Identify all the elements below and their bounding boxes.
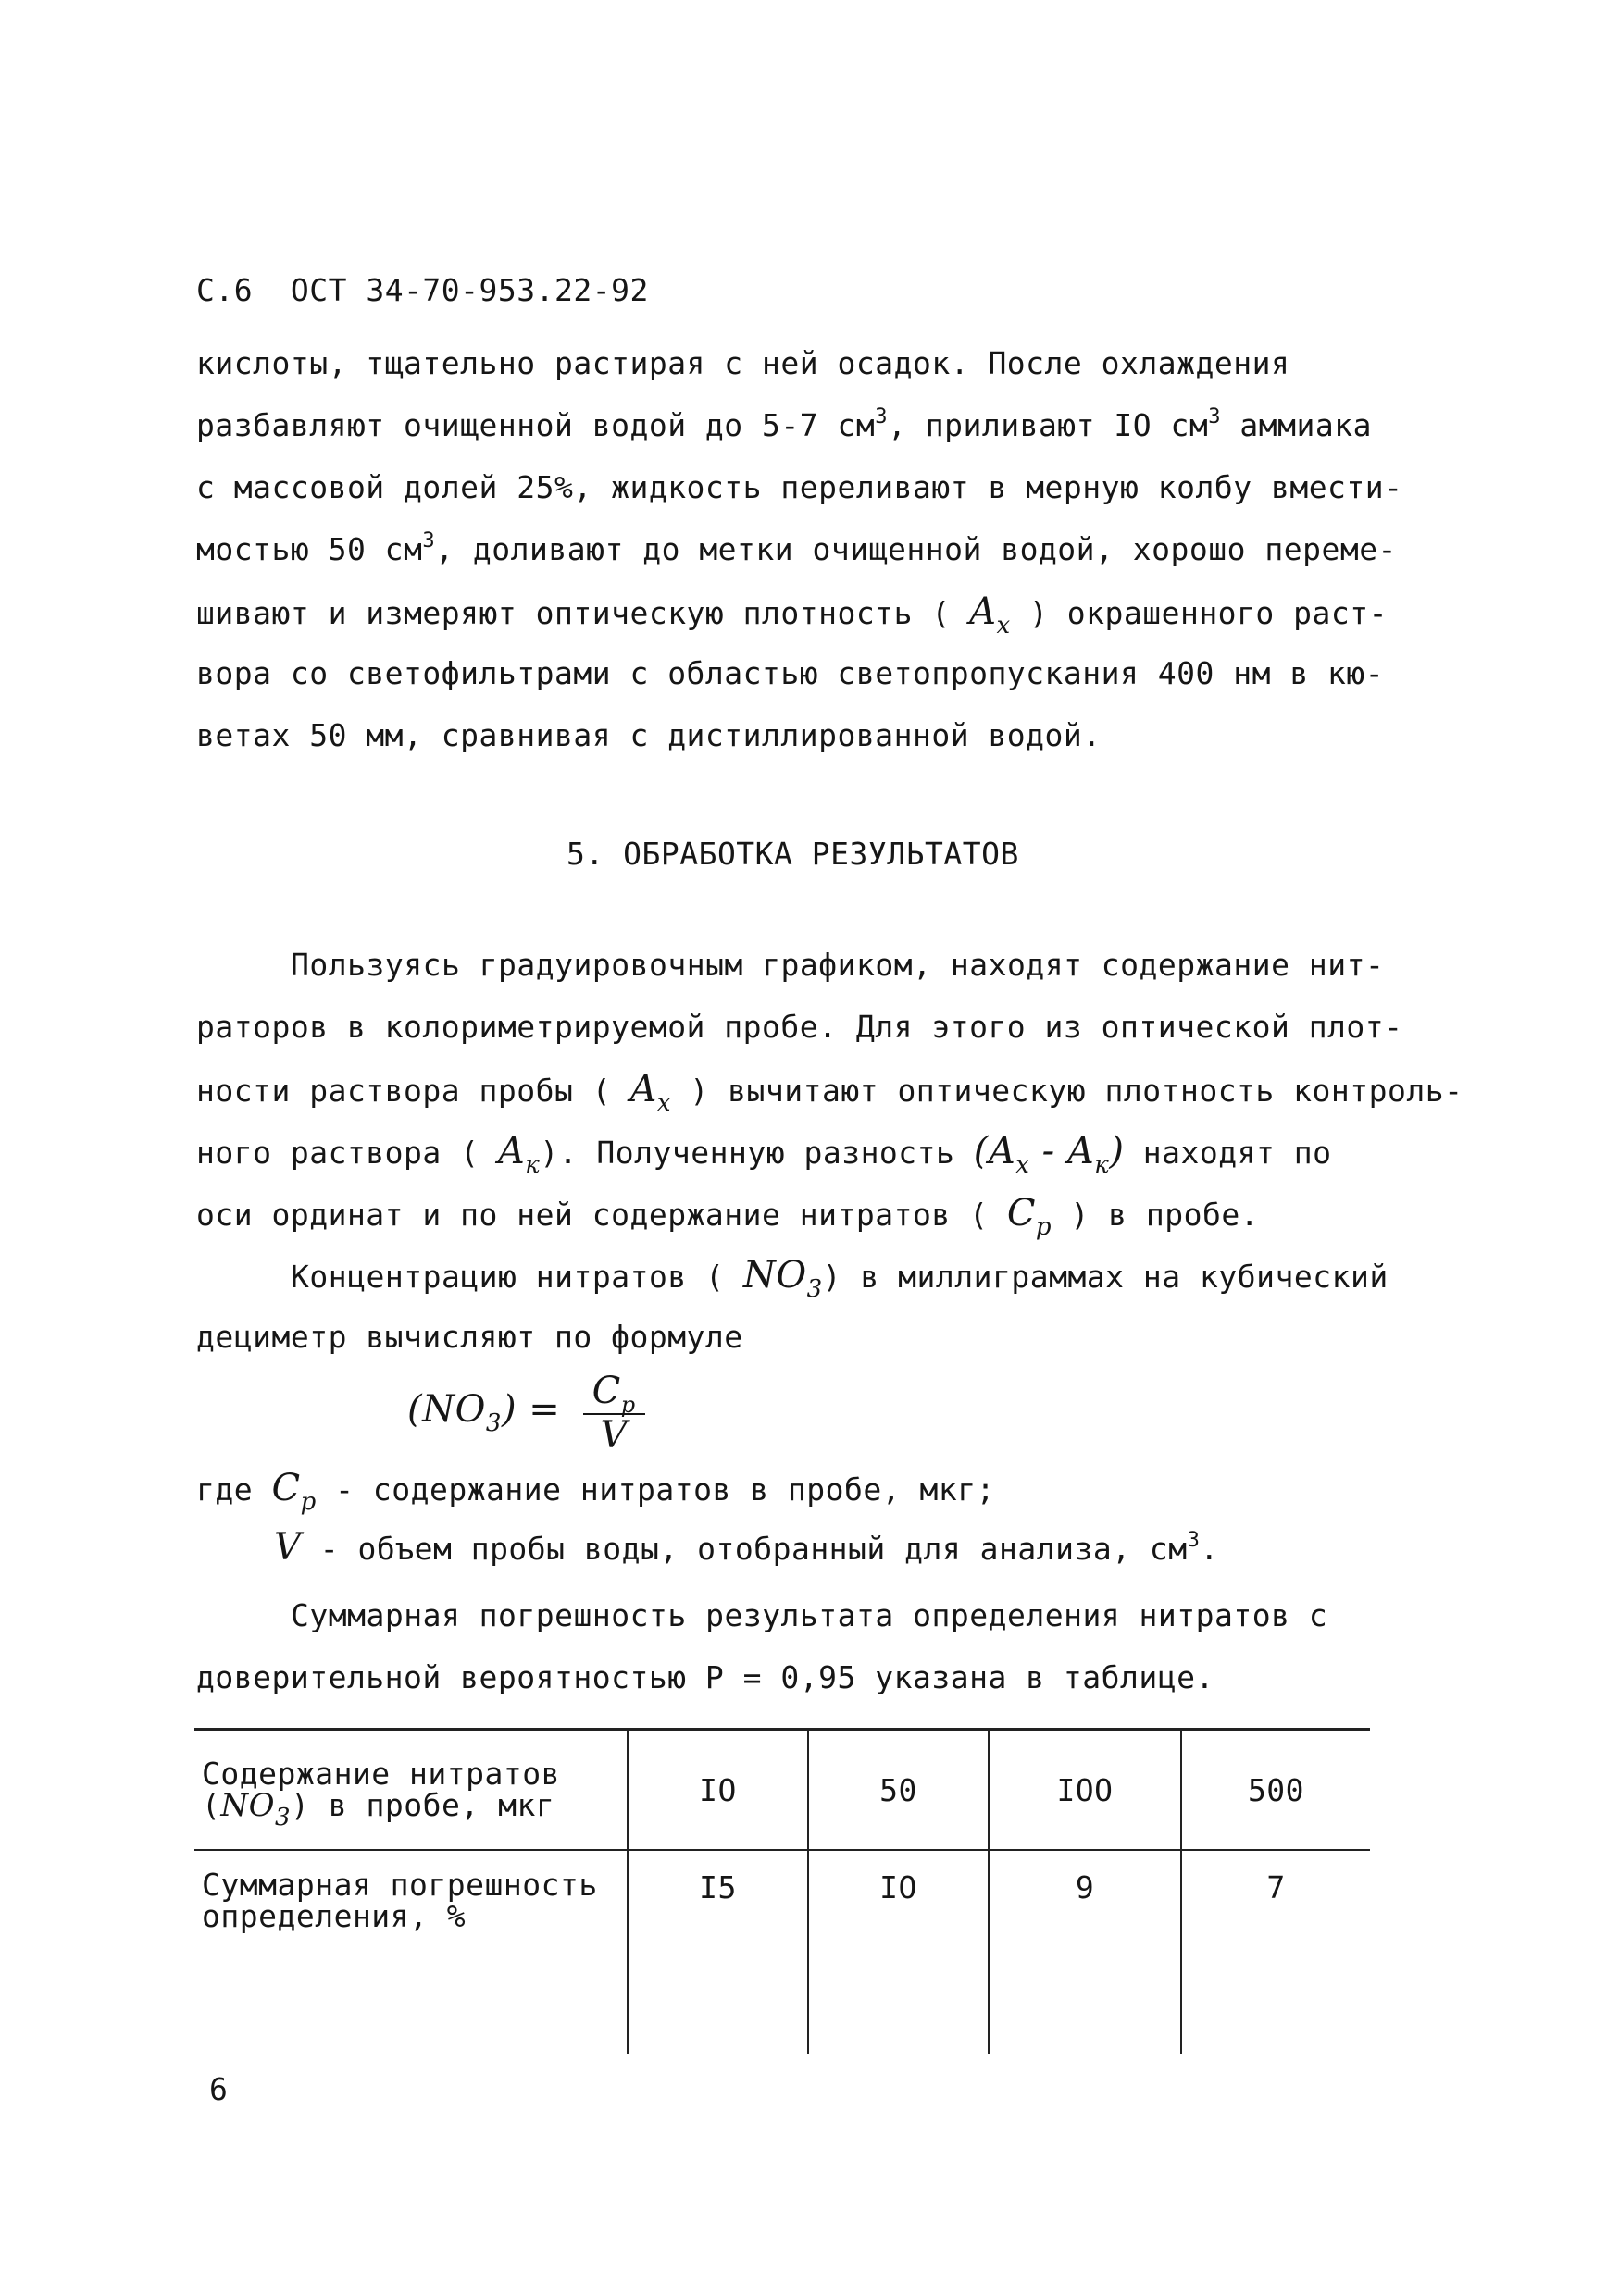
table-cell: 7 [1181, 1850, 1370, 2054]
header-standard: ОСТ 34-70-953.22-92 [290, 272, 649, 308]
text-run: ности раствора пробы ( [196, 1073, 630, 1109]
header-text: $(NO_3)$ в пробе, мкг [202, 1787, 555, 1831]
para3-line-1 [291, 1254, 1389, 1303]
text-run: мостью 50 см [196, 531, 423, 567]
text-run: , приливают IO см [888, 407, 1209, 443]
text-run: шивают и измеряют оптическую плотность ( [196, 595, 970, 631]
text-run: Концентрацию нитратов ( [291, 1259, 743, 1295]
para4-line-1: Суммарная погрешность результата определения нитратов с [291, 1597, 1328, 1633]
table-cell: IO [628, 1730, 808, 1851]
table-cell: IO [808, 1850, 989, 2054]
para1-line-6: вора со светофильтрами с областью светопропускания 400 нм в кю- [196, 655, 1385, 691]
text-run: ) в пробе. [1052, 1197, 1260, 1233]
table-header-cell [194, 1730, 628, 1851]
text-run: , доливают до метки очищенной водой, хорошо переме- [435, 531, 1397, 567]
symbol-c-p: $C_p$ [271, 1467, 317, 1516]
para4-line-2: доверительной вероятностью Р = 0,95 указана в таблице. [196, 1659, 1214, 1695]
page-header [196, 272, 649, 309]
para2-line-5 [196, 1192, 1260, 1241]
text-run: . [1200, 1531, 1219, 1567]
formula-fraction [583, 1371, 645, 1456]
para1-line-4 [196, 531, 1397, 568]
table-cell: 500 [1181, 1730, 1370, 1851]
difference-expression: $(A_x - A_к)$ [973, 1130, 1125, 1179]
text-run: аммиака [1221, 407, 1372, 443]
symbol-a-x: $A_x$ [629, 1068, 672, 1117]
text-run: оси ординат и по ней содержание нитратов ( [196, 1197, 1007, 1233]
para2-line-3 [196, 1068, 1463, 1117]
text-run: где [196, 1471, 272, 1508]
page-number: 6 [209, 2071, 229, 2107]
table-cell: I5 [628, 1850, 808, 2054]
table-header-cell [194, 1850, 628, 2054]
where-line-2 [274, 1526, 1219, 1569]
para2-line-1: Пользуясь градуировочным графиком, находят содержание нит- [291, 947, 1385, 983]
text-run: ) вычитают оптическую плотность контроль- [671, 1073, 1463, 1109]
symbol-a-x: $A_x$ [969, 590, 1011, 639]
table-cell: 50 [808, 1730, 989, 1851]
table-cell: 9 [989, 1850, 1181, 2054]
text-run: ) окрашенного раст- [1010, 595, 1388, 631]
header-text: Суммарная погрешность [202, 1867, 598, 1903]
para3-line-2: дециметр вычисляют по формуле [196, 1319, 743, 1355]
text-run: находят по [1124, 1135, 1332, 1171]
header-text: Содержание нитратов [202, 1756, 560, 1792]
formula [407, 1368, 649, 1457]
table-cell: IOO [989, 1730, 1181, 1851]
text-run: - содержание нитратов в пробе, мкг; [316, 1471, 995, 1508]
table-row [194, 1850, 1370, 2054]
table-row [194, 1730, 1370, 1851]
symbol-no3: $NO_3$ [220, 1787, 292, 1831]
para1-line-5 [196, 590, 1388, 639]
text-run: ного раствора ( [196, 1135, 498, 1171]
symbol-c-p: $C_p$ [1006, 1192, 1052, 1241]
para2-line-4 [196, 1130, 1332, 1179]
para1-line-7: ветах 50 мм, сравнивая с дистиллированной водой. [196, 717, 1102, 753]
text-run: - объем пробы воды, отобранный для анализа, см [301, 1531, 1188, 1567]
symbol-a-k: $A_к$ [497, 1130, 541, 1179]
para2-line-2: раторов в колориметрируемой пробе. Для этого из оптической плот- [196, 1009, 1403, 1045]
symbol-no3: $NO_3$ [742, 1254, 823, 1303]
header-text: определения, % [202, 1898, 467, 1934]
superscript: 3 [422, 529, 436, 552]
header-page-code: С.6 [196, 272, 254, 308]
results-table [194, 1728, 1370, 2054]
text-run: ) в миллиграммах на кубический [822, 1259, 1389, 1295]
superscript: 3 [875, 405, 888, 428]
formula-numerator: $C_p$ [583, 1371, 645, 1415]
formula-lhs: $(NO_3)$ = [407, 1388, 561, 1437]
superscript: 3 [1208, 405, 1222, 428]
text-run: разбавляют очищенной водой до 5-7 см [196, 407, 876, 443]
formula-denominator: V [600, 1413, 628, 1457]
section-title: 5. ОБРАБОТКА РЕЗУЛЬТАТОВ [567, 836, 1019, 872]
para1-line-1: кислоты, тщательно растирая с ней осадок. После охлаждения [196, 345, 1290, 381]
where-line-1 [196, 1467, 995, 1516]
text-run: ). Полученную разность [540, 1135, 974, 1171]
symbol-v: V [274, 1526, 302, 1569]
superscript: 3 [1187, 1529, 1201, 1552]
para1-line-3: с массовой долей 25%, жидкость переливают в мерную колбу вмести- [196, 469, 1403, 505]
para1-line-2 [196, 407, 1372, 444]
